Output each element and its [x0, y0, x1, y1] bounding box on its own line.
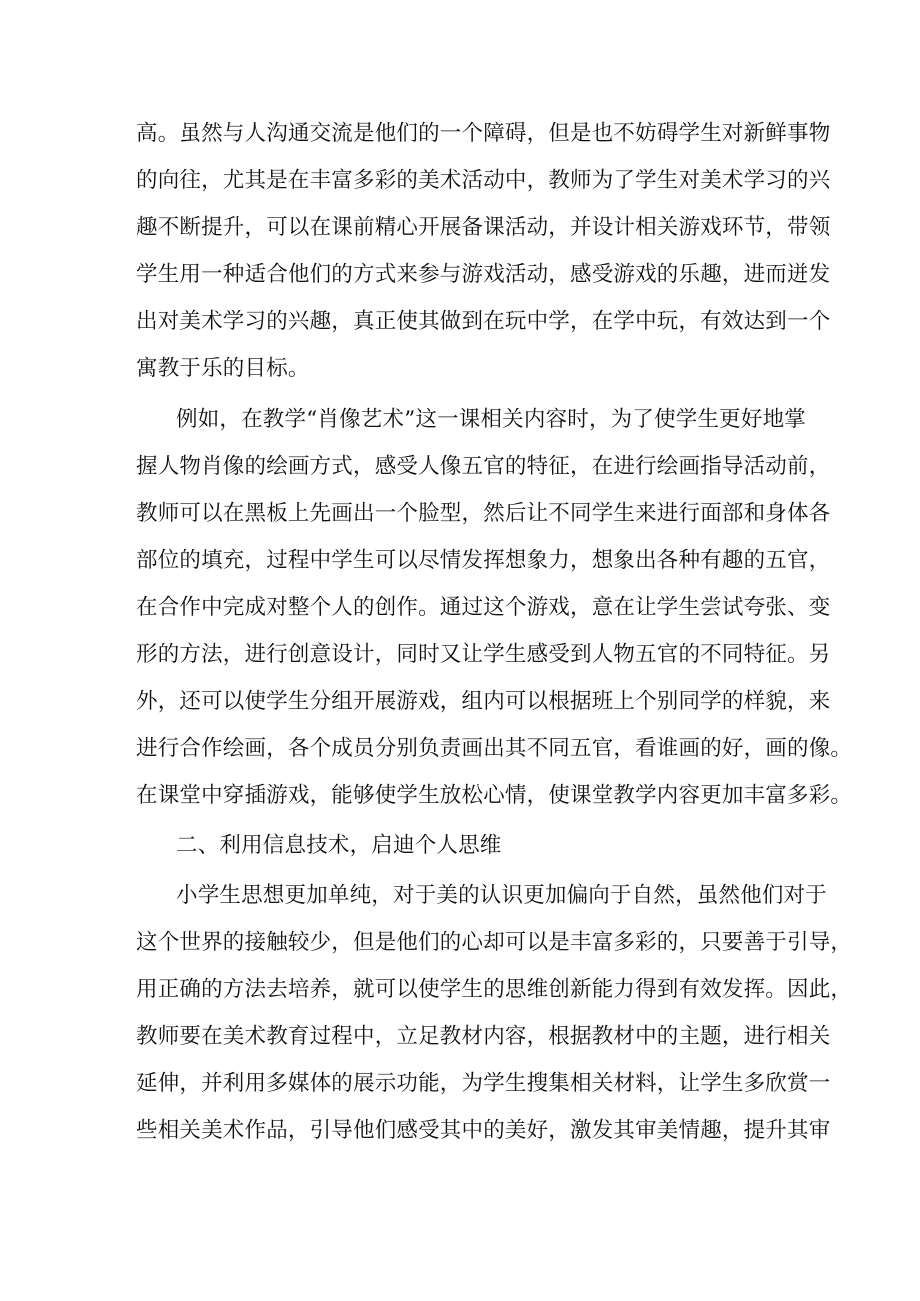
paragraph-line: 进行合作绘画，各个成员分别负责画出其不同五官，看谁画的好，画的像。: [136, 736, 853, 761]
paragraph-line: 些相关美术作品，引导他们感受其中的美好，激发其审美情趣，提升其审: [136, 1118, 831, 1143]
paragraph-line: 的向往，尤其是在丰富多彩的美术活动中，教师为了学生对美术学习的兴: [136, 168, 831, 193]
paragraph-line: 学生用一种适合他们的方式来参与游戏活动，感受游戏的乐趣，进而迸发: [136, 262, 831, 287]
paragraph-line: 例如，在教学“肖像艺术”这一课相关内容时，为了使学生更好地掌: [176, 407, 806, 432]
paragraph-line: 在合作中完成对整个人的创作。通过这个游戏，意在让学生尝试夸张、变: [136, 595, 831, 620]
paragraph-line: 寓教于乐的目标。: [136, 356, 310, 381]
paragraph-line: 外，还可以使学生分组开展游戏，组内可以根据班上个别同学的样貌，来: [136, 689, 831, 714]
paragraph-line: 部位的填充，过程中学生可以尽情发挥想象力，想象出各种有趣的五官，: [136, 548, 831, 573]
section-heading: 二、利用信息技术，启迪个人思维: [176, 833, 502, 858]
paragraph-line: 形的方法，进行创意设计，同时又让学生感受到人物五官的不同特征。另: [136, 642, 831, 667]
paragraph-line: 握人物肖像的绘画方式，感受人像五官的特征，在进行绘画指导活动前，: [136, 454, 831, 479]
paragraph-line: 出对美术学习的兴趣，真正使其做到在玩中学，在学中玩，有效达到一个: [136, 309, 831, 334]
paragraph-line: 小学生思想更加单纯，对于美的认识更加偏向于自然，虽然他们对于: [176, 883, 828, 908]
paragraph-line: 在课堂中穿插游戏，能够使学生放松心情，使课堂教学内容更加丰富多彩。: [136, 783, 853, 808]
paragraph-line: 用正确的方法去培养，就可以使学生的思维创新能力得到有效发挥。因此，: [136, 977, 853, 1002]
paragraph-line: 延伸，并利用多媒体的展示功能，为学生搜集相关材料，让学生多欣赏一: [136, 1071, 831, 1096]
paragraph-line: 趣不断提升，可以在课前精心开展备课活动，并设计相关游戏环节，带领: [136, 215, 831, 240]
paragraph-line: 教师要在美术教育过程中，立足教材内容，根据教材中的主题，进行相关: [136, 1024, 831, 1049]
paragraph-line: 高。虽然与人沟通交流是他们的一个障碍，但是也不妨碍学生对新鲜事物: [136, 121, 831, 146]
paragraph-line: 这个世界的接触较少，但是他们的心却可以是丰富多彩的，只要善于引导，: [136, 930, 853, 955]
paragraph-line: 教师可以在黑板上先画出一个脸型，然后让不同学生来进行面部和身体各: [136, 501, 831, 526]
